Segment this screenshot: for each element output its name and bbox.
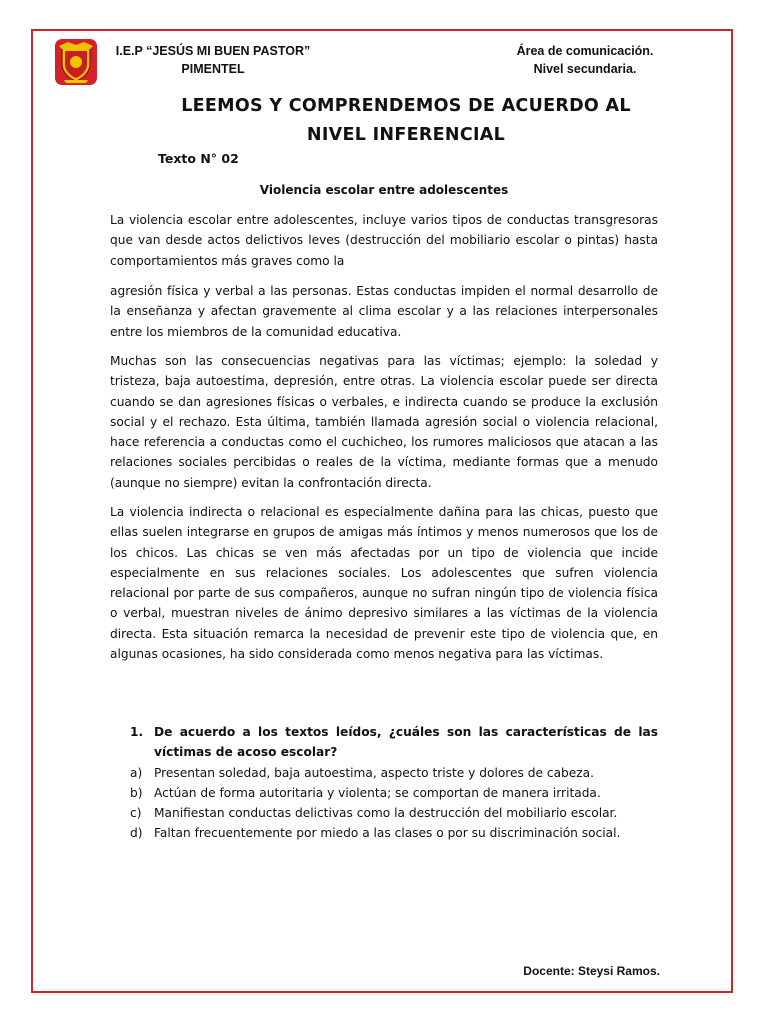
reading-paragraph: Muchas son las consecuencias negativas para las víctimas; ejemplo: la soledad y tristeza, baja autoestima, depresión, entre otras. La violencia escolar puede ser directa cuando se dan agresiones físicas o verbales, e indirecta cuando se produce la exclusión social y el rechazo. Esta última, también llamada agresión social o violencia relacional, hace referencia a conductas como el cuchicheo, los rumores maliciosos que atacan a las relaciones sociales percibidas o reales de la víctima, mediante formas que a menudo (aunque no siempre) evitan la confrontación directa. bbox=[110, 354, 658, 490]
reading-paragraph: agresión física y verbal a las personas. Estas conductas impiden el normal desarrollo de la enseñanza y afectan gravemente al clima escolar y a las relaciones interpersonales entre los miembros de la comunidad educativa. bbox=[110, 284, 658, 339]
area-header bbox=[490, 42, 680, 78]
question bbox=[130, 722, 658, 762]
school-name: I.E.P “JESÚS MI BUEN PASTOR” bbox=[115, 44, 311, 58]
level-name: Nivel secundaria. bbox=[533, 62, 637, 76]
answer-options bbox=[130, 763, 670, 843]
option-text: Faltan frecuentemente por miedo a las clases o por su discriminación social. bbox=[154, 826, 621, 840]
option-text: Presentan soledad, baja autoestima, aspecto triste y dolores de cabeza. bbox=[154, 766, 595, 780]
option-text: Manifiestan conductas delictivas como la destrucción del mobiliario escolar. bbox=[154, 806, 618, 820]
question-text: De acuerdo a los textos leídos, ¿cuáles son las características de las víctimas de acoso escolar? bbox=[154, 725, 658, 759]
answer-option-c bbox=[130, 803, 670, 823]
option-letter: d) bbox=[130, 826, 143, 840]
page-title bbox=[110, 92, 702, 150]
school-header bbox=[108, 42, 318, 78]
option-letter: b) bbox=[130, 786, 143, 800]
text-number: Texto N° 02 bbox=[158, 151, 239, 166]
page-title-line1: LEEMOS Y COMPRENDEMOS DE ACUERDO AL bbox=[181, 96, 631, 116]
answer-option-a bbox=[130, 763, 670, 783]
reading-paragraph: La violencia escolar entre adolescentes, incluye varios tipos de conductas transgresoras que van desde actos delictivos leves (destrucción del mobiliario escolar o pintas) hasta comportamientos más graves como la bbox=[110, 213, 658, 268]
area-name: Área de comunicación. bbox=[516, 44, 654, 58]
answer-option-d bbox=[130, 823, 670, 843]
reading-title: Violencia escolar entre adolescentes bbox=[259, 183, 509, 197]
page-title-line2: NIVEL INFERENCIAL bbox=[306, 125, 506, 145]
option-letter: c) bbox=[130, 806, 142, 820]
answer-option-b bbox=[130, 783, 670, 803]
option-letter: a) bbox=[130, 766, 143, 780]
school-city: PIMENTEL bbox=[181, 62, 245, 76]
teacher-signature: Docente: Steysi Ramos. bbox=[523, 964, 660, 978]
reading-paragraph: La violencia indirecta o relacional es especialmente dañina para las chicas, puesto que ellas suelen integrarse en grupos de amigas más íntimos y menos numerosos que los de los chicos. Las chicas se ven más afectadas por un tipo de violencia que incide especialmente en sus relaciones sociales. Los adolescentes que sufren violencia relacional por parte de sus compañeros, aunque no sufran ningún tipo de violencia física o verbal, muestran niveles de ánimo depresivo similares a las víctimas de la violencia directa. Esta situación remarca la necesidad de prevenir este tipo de violencia que, en algunas ocasiones, ha sido considerada como menos negativa para las víctimas. bbox=[110, 505, 658, 662]
option-text: Actúan de forma autoritaria y violenta; se comportan de manera irritada. bbox=[154, 786, 601, 800]
question-number: 1. bbox=[130, 725, 144, 739]
school-crest-icon bbox=[54, 38, 98, 86]
